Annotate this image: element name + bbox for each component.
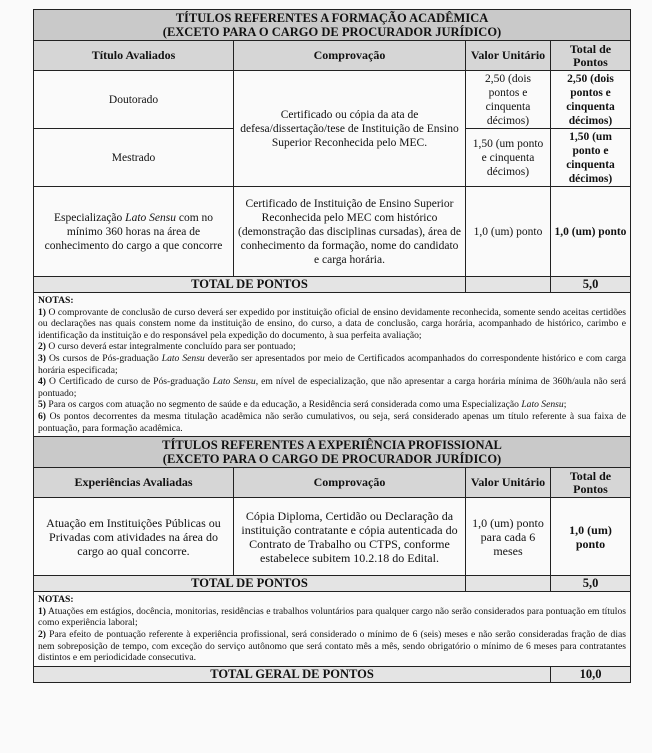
scoring-document	[33, 9, 630, 683]
academic-total-value: 5,0	[551, 277, 631, 293]
table-row	[34, 498, 631, 576]
professional-notes	[34, 592, 631, 667]
professional-title-line1: TÍTULOS REFERENTES A EXPERIÊNCIA PROFISSIONAL	[162, 438, 502, 453]
header-comprovacao: Comprovação	[234, 468, 466, 498]
header-titulo: Título Avaliados	[34, 41, 234, 71]
academic-section-title	[34, 10, 631, 41]
professional-total-value: 5,0	[551, 576, 631, 592]
notes-heading: NOTAS:	[38, 594, 74, 606]
header-valor: Valor Unitário	[466, 468, 551, 498]
degree-comprovacao: Certificado ou cópia da ata de defesa/dissertação/tese de Instituição de Ensino Superior Reconhecida pelo MEC.	[234, 71, 466, 187]
table-row	[34, 71, 631, 129]
row-mestrado-valor: 1,50 (um ponto e cinquenta décimos)	[466, 129, 551, 187]
academic-total-label: TOTAL DE PONTOS	[34, 277, 466, 293]
professional-header-row	[34, 468, 631, 498]
row-experiencia-total: 1,0 (um) ponto	[551, 498, 631, 576]
header-experiencias: Experiências Avaliadas	[34, 468, 234, 498]
note-item: 2) O curso deverá estar integralmente concluído para ser pontuado;	[38, 341, 296, 353]
professional-title-line2: (EXCETO PARA O CARGO DE PROCURADOR JURÍDICO)	[162, 452, 502, 467]
note-item: 1) O comprovante de conclusão de curso deverá ser expedido por instituição oficial de ensino devidamente reconhecida, somente sendo aceitas certidões ou declarações nas quais constem nome da instituição de ensino, do curso, a data de conclusão, carga horária, acompanhado de histórico, carimbo e identificação da instituição e do responsável pela expedição do documento, à sua perfeita avaliação;	[38, 306, 626, 341]
academic-total-spacer	[466, 277, 551, 293]
spec-title-b: com no mínimo 360 horas na área de conhecimento do cargo a que concorre	[44, 211, 223, 252]
professional-total-spacer	[466, 576, 551, 592]
professional-section-title	[34, 437, 631, 468]
row-doutorado-title: Doutorado	[34, 71, 234, 129]
row-especializacao-valor: 1,0 (um) ponto	[466, 187, 551, 277]
row-experiencia-comprovacao: Cópia Diploma, Certidão ou Declaração da instituição contratante e cópia autenticada do Contrato de Trabalho ou CTPS, conforme estabelece subitem 10.2.18 do Edital.	[234, 498, 466, 576]
note-item: 5) Para os cargos com atuação no segmento de saúde e da educação, a Residência será considerada como uma Especialização Lato Sensu;	[38, 399, 567, 411]
note-item: 6) Os pontos decorrentes da mesma titulação acadêmica não serão cumulativos, ou seja, será considerado apenas um título referente à sua faixa de pontuação, para formação acadêmica.	[38, 410, 626, 434]
grand-total-row	[34, 666, 631, 682]
header-comprovacao: Comprovação	[234, 41, 466, 71]
professional-total-label: TOTAL DE PONTOS	[34, 576, 466, 592]
note-item: 2) Para efeito de pontuação referente à experiência profissional, será considerado o mínimo de 6 (seis) meses e não serão consideradas fração de dias nem sobreposição de tempo, com exceção do serviço autônomo que será contato mês a mês, sendo obrigatório o mínimo de 6 meses para contratantes distintos e em periodicidade consecutiva.	[38, 628, 626, 664]
academic-title-line1: TÍTULOS REFERENTES A FORMAÇÃO ACADÊMICA	[175, 11, 489, 25]
academic-total-row	[34, 277, 631, 293]
header-valor: Valor Unitário	[466, 41, 551, 71]
academic-title-line2: (EXCETO PARA O CARGO DE PROCURADOR JURÍDICO)	[162, 25, 502, 39]
row-experiencia-valor: 1,0 (um) ponto para cada 6 meses	[466, 498, 551, 576]
header-total: Total de Pontos	[551, 468, 631, 498]
row-especializacao-total: 1,0 (um) ponto	[551, 187, 631, 277]
row-especializacao-title	[34, 187, 234, 277]
academic-notes	[34, 293, 631, 437]
note-item: 3) Os cursos de Pós-graduação Lato Sensu deverão ser apresentados por meio de Certificados acompanhados do correspondente histórico e com carga horária especificada;	[38, 352, 626, 376]
row-experiencia-title: Atuação em Instituições Públicas ou Privadas com atividades na área do cargo ao qual concorre.	[34, 498, 234, 576]
grand-total-label: TOTAL GERAL DE PONTOS	[34, 666, 551, 682]
academic-header-row	[34, 41, 631, 71]
note-item: 4) O Certificado de curso de Pós-graduação Lato Sensu, em nível de especialização, que não apresentar a carga horária mínima de 360h/aula não será pontuado;	[38, 376, 626, 399]
grand-total-value: 10,0	[551, 666, 631, 682]
spec-title-a: Especialização	[53, 211, 126, 224]
professional-total-row	[34, 576, 631, 592]
notes-heading: NOTAS:	[38, 295, 74, 306]
row-especializacao-comprovacao: Certificado de Instituição de Ensino Superior Reconhecida pelo MEC com histórico (demonstração das disciplinas cursadas), área de conhecimento da formação, nome do candidato e carga horária.	[234, 187, 466, 277]
row-doutorado-valor: 2,50 (dois pontos e cinquenta décimos)	[466, 71, 551, 129]
note-item: 1) Atuações em estágios, docência, monitorias, residências e trabalhos voluntários para qualquer cargo não serão considerados para pontuação em títulos como experiência laboral;	[38, 605, 626, 629]
row-mestrado-total: 1,50 (um ponto e cinquenta décimos)	[551, 129, 631, 187]
header-total: Total de Pontos	[551, 41, 631, 71]
row-doutorado-total: 2,50 (dois pontos e cinquenta décimos)	[551, 71, 631, 129]
row-mestrado-title: Mestrado	[34, 129, 234, 187]
scoring-table	[33, 9, 631, 683]
spec-title-italic: Lato Sensu	[125, 211, 176, 224]
table-row	[34, 187, 631, 277]
